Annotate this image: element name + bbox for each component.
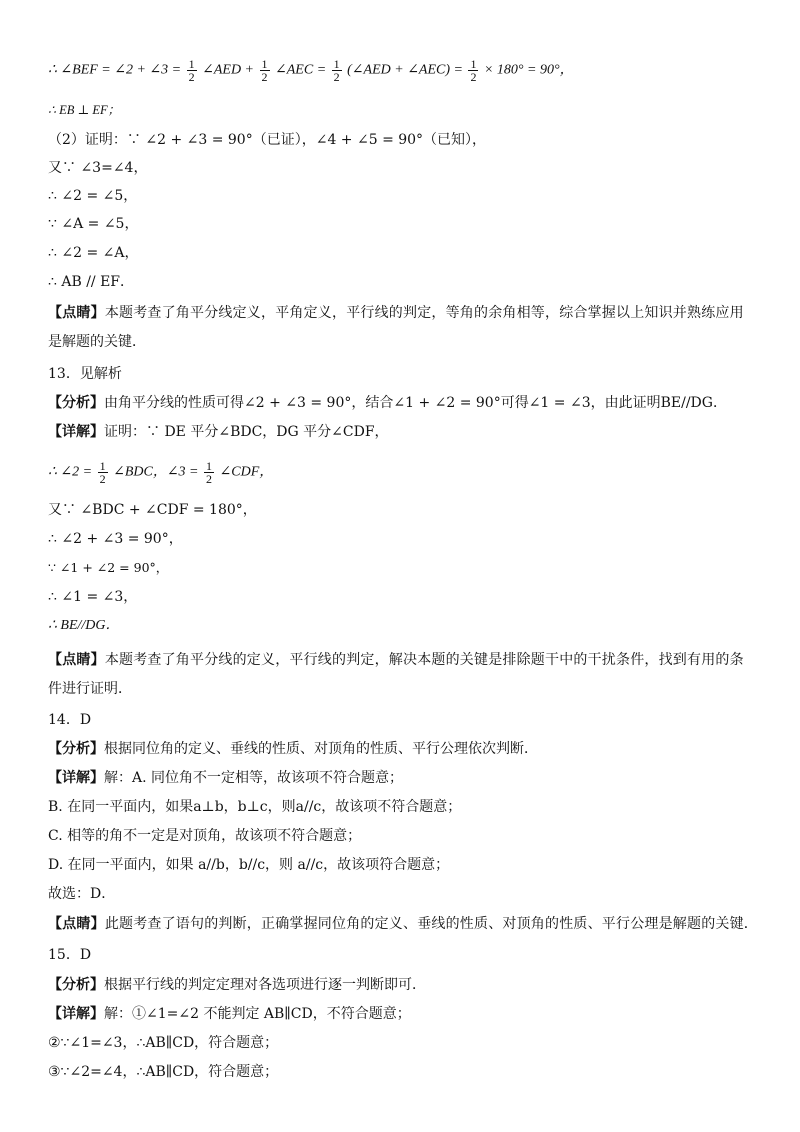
analysis-15: 【分析】根据平行线的判定定理对各选项进行逐一判断即可． [48,977,426,993]
tag-dianjing: 【点睛】 [48,305,105,321]
line-angle2-angle3-90: ∴ ∠2 + ∠3 = 90°， [48,531,183,547]
tag-fenxi: 【分析】 [48,977,104,993]
line-be-parallel-dg: ∴ BE//DG． [48,618,120,633]
comment-paragraph-13-end: 件进行证明． [48,681,132,697]
tag-dianjing: 【点睛】 [48,916,105,932]
question-14-heading: 14．D [48,712,92,728]
expr-term: ∠CDF， [219,464,274,480]
expr-term: ∠AED + [202,62,255,78]
detail-15: 【详解】解：①∠1=∠2 不能判定 AB∥CD，不符合题意； [48,1006,411,1022]
question-13-heading: 13．见解析 [48,366,122,382]
line-bef-90 [48,58,574,83]
line-angleA-eq-angle5: ∵ ∠A = ∠5， [48,216,139,232]
expr-prefix: ∴ ∠2 = [48,464,93,480]
option-c: C. 相等的角不一定是对顶角，故该项不符合题意； [48,828,362,844]
expr-term: (∠AED + ∠AEC) = [347,62,463,78]
expr-term: × 180° = 90°， [483,62,574,78]
option-d: D. 在同一平面内，如果 a//b，b//c，则 a//c，故该项符合题意； [48,857,450,873]
detail-14: 【详解】解：A. 同位角不一定相等，故该项不符合题意； [48,770,404,786]
option-b: B. 在同一平面内，如果a⊥b，b⊥c，则a//c，故该项不符合题意； [48,799,462,815]
line-ab-parallel-ef: ∴ AB // EF． [48,274,135,290]
comment-paragraph-12: 【点睛】本题考查了角平分线定义，平角定义，平行线的判定，等角的余角相等，综合掌握以上知识并熟练应用 [48,305,744,321]
line-proof-2: （2）证明：∵ ∠2 + ∠3 = 90°（已证），∠4 + ∠5 = 90°（已知）， [48,132,487,148]
fraction-half: $\frac{1}{2}$ [261,57,268,84]
line-angle2-eq-angle5: ∴ ∠2 = ∠5， [48,188,138,204]
tag-xiangjie: 【详解】 [48,1006,104,1022]
answer-page [48,0,768,1132]
fraction-half: $\frac{1}{2}$ [188,57,195,84]
item-15-3: ③∵∠2=∠4，∴AB∥CD，符合题意； [48,1064,279,1080]
expr-prefix: ∴ ∠BEF = ∠2 + ∠3 = [48,62,182,78]
analysis-14: 【分析】根据同位角的定义、垂线的性质、对顶角的性质、平行公理依次判断． [48,741,538,757]
comment-paragraph-12-end: 是解题的关键． [48,334,146,350]
tag-xiangjie: 【详解】 [48,770,104,786]
item-15-2: ②∵∠1=∠3，∴AB∥CD，符合题意； [48,1035,279,1051]
tag-fenxi: 【分析】 [48,395,104,411]
fraction-half: $\frac{1}{2}$ [99,459,106,486]
line-angle1-eq-angle3: ∴ ∠1 = ∠3， [48,589,138,605]
detail-13: 【详解】证明：∵ DE 平分∠BDC，DG 平分∠CDF， [48,424,389,440]
comment-paragraph-14: 【点睛】此题考查了语句的判断，正确掌握同位角的定义、垂线的性质、对顶角的性质、平行公理是解题的关键． [48,916,759,932]
analysis-13: 【分析】由角平分线的性质可得∠2 + ∠3 = 90°，结合∠1 + ∠2 = 90°可得∠1 = ∠3，由此证明BE//DG． [48,395,727,411]
line-angle1-angle2-90: ∵ ∠1 + ∠2 = 90°， [48,560,169,575]
question-15-heading: 15．D [48,947,92,963]
fraction-half: $\frac{1}{2}$ [206,459,213,486]
fraction-half: $\frac{1}{2}$ [470,57,477,84]
fraction-half: $\frac{1}{2}$ [333,57,340,84]
tag-fenxi: 【分析】 [48,741,104,757]
answer-choice-14: 故选：D． [48,886,116,902]
line-half-angles [48,460,273,485]
line-eb-perp-ef: ∴ EB ⊥ EF； [48,103,121,117]
line-angle2-eq-angleA: ∴ ∠2 = ∠A， [48,245,139,261]
line-bdc-cdf-180: 又∵ ∠BDC + ∠CDF = 180°， [48,502,257,518]
expr-term: ∠BDC，∠3 = [113,464,199,480]
expr-term: ∠AEC = [275,62,327,78]
line-angle3-eq-angle4: 又∵ ∠3=∠4， [48,160,148,176]
tag-dianjing: 【点睛】 [48,652,105,668]
comment-paragraph-13: 【点睛】本题考查了角平分线的定义，平行线的判定，解决本题的关键是排除题干中的干扰条件，找到有用的条 [48,652,744,668]
tag-xiangjie: 【详解】 [48,424,104,440]
